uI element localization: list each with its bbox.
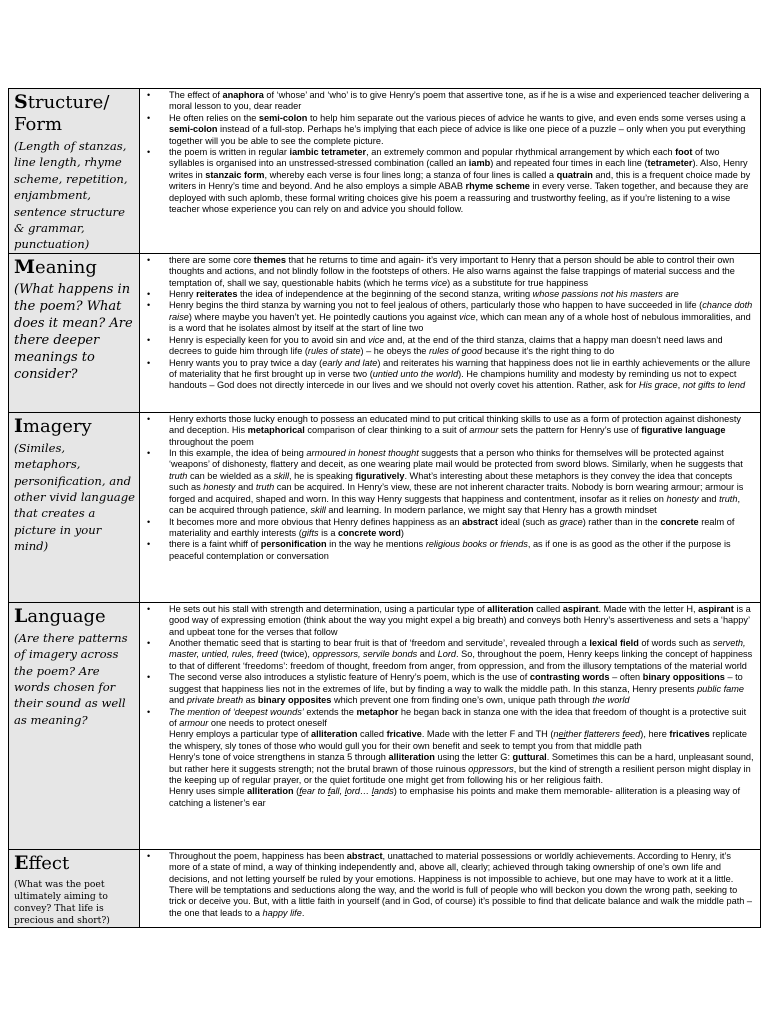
text-run: can be acquired. In Henry’s view, these are not inherent character traits. Nobody is born wearing armour; armour is forged and acquired, shaped and worn. In this way Henry suggests that happiness and contentment, insofar as it relies on: [169, 482, 744, 504]
text-run: ,: [677, 380, 683, 391]
text-run: using the letter G:: [434, 752, 513, 763]
quotation: early and late: [322, 357, 378, 368]
bullet-point: [142, 90, 754, 113]
text-run: comparison of clear thinking to a suit of: [304, 425, 470, 436]
bullet-point: [142, 539, 754, 562]
bullet-point: [142, 517, 754, 540]
quotation: Lord: [437, 649, 457, 660]
section-title-rest: eaning: [35, 256, 97, 278]
section-title-rest: tructure/ Form: [14, 92, 110, 135]
quotation: ands: [373, 786, 394, 797]
quotation: f: [327, 786, 331, 797]
text-run: Henry: [169, 289, 197, 300]
text-run: The effect of: [169, 90, 223, 100]
text-run: ) – he obeys the: [360, 346, 429, 357]
quotation: ear to: [301, 786, 328, 797]
text-run: Henry employs a particular type of: [169, 729, 311, 740]
section-prompt: (Length of stanzas, line length, rhyme scheme, repetition, enjambment, sentence structure & grammar, punctuation): [14, 139, 128, 252]
key-term: quatrain: [556, 169, 593, 180]
text-run: Henry begins the third stanza by warning you not to feel jealous of others, particularly those who happen to have succeeded in life (: [169, 300, 703, 311]
section-content-cell: [140, 89, 761, 254]
list-paragraph: [142, 752, 754, 786]
text-run: Throughout the poem, happiness has been: [169, 850, 347, 861]
text-run: , unattached to material possessions or worldly achievements. According to Henry, it’s more of a state of mind, a way of thinking independently and, above all, clearly; achieved through taking ownership of one’s own life and decisions, and not letting yourself be ruled by your emotions. Happiness is not impossible to achieve, but one may have to work at it a little. There will be temptations and seductions along the way, and the world is full of people who will beckon you down the wrong path, seeking to trick or deceive you. But, with a little faith in yourself (and in God, of course) it’s possible to find that delicate balance and walk the middle path – the one that leads to a: [169, 850, 753, 918]
section-title-initial: E: [14, 851, 29, 874]
text-run: Henry’s tone of voice strengthens in stanza 5 through: [169, 752, 389, 763]
key-term: semi-colon: [258, 112, 308, 123]
text-run: ) and reiterates his warning that happiness does not lie in earthly achievements or the allure of materiality that he first brought up in verse two (: [169, 357, 751, 379]
text-run: of words such as: [638, 638, 713, 649]
section-row-imagery: [9, 412, 761, 602]
text-run: Henry is especially keen for you to avoid sin and: [169, 334, 369, 345]
bullet-point: [142, 113, 754, 147]
text-run: , can be acquired through patience,: [169, 493, 741, 516]
section-content-cell: [140, 412, 761, 602]
text-run: . So, throughout the poem, Henry keeps linking the concept of happiness to that of different ‘freedoms’: freedom of thought, freedom from anger, from oppression, and from the illusory temptations of the material world: [169, 649, 753, 671]
section-prompt: (Are there patterns of imagery across the poem? Are words chosen for their sound as well as meaning?: [14, 630, 128, 727]
text-run: called: [533, 603, 563, 614]
key-term: concrete: [660, 516, 699, 527]
quotation: honesty: [666, 493, 699, 504]
key-term: rhyme scheme: [465, 181, 530, 192]
text-run: . Made with the letter H,: [598, 603, 699, 614]
text-run: because it’s the right thing to do: [482, 346, 615, 357]
quotation: gifts: [301, 527, 319, 538]
quotation: skill: [273, 470, 290, 481]
quotation: f: [584, 729, 587, 740]
quotation: n: [553, 729, 559, 740]
text-run: suggests that a person who thinks for themselves will be protected against ‘weapons’ of dishonesty, flattery and deceit, as one wearing plate mail would be protected from sword blows. Similarly, when he suggests that: [169, 448, 743, 470]
key-term: anaphora: [222, 90, 264, 100]
quotation: armour: [469, 425, 499, 436]
bullet-point: [142, 672, 754, 706]
bullet-point: [142, 255, 754, 289]
key-term: alliteration: [388, 752, 435, 763]
quotation: f: [622, 729, 625, 740]
quotation: honesty: [203, 482, 236, 493]
text-run: (twice),: [277, 649, 313, 660]
section-title-initial: S: [14, 91, 28, 113]
text-run: of ‘whose’ and ‘who’ is to give Henry’s poem that assertive tone, as if he is a wise and experienced teacher delivering a moral lesson to you, dear reader: [169, 90, 750, 112]
text-run: . Sometimes this can be a hard, unpleasant sound, but rather here it suggests strength; not the brutal brawn of those ruinous: [169, 752, 754, 774]
section-content-cell: [140, 602, 761, 849]
bullet-list: [142, 851, 754, 919]
bullet-point: [142, 300, 754, 334]
key-term: aspirant: [698, 603, 734, 614]
bullet-point: [142, 707, 754, 730]
section-title-rest: magery: [22, 415, 92, 437]
quotation: untied unto the world: [372, 368, 459, 379]
section-prompt: (What happens in the poem? What does it mean? Are there deeper meanings to consider?: [14, 281, 133, 382]
quotation: not gifts to lend: [682, 380, 746, 391]
section-title: [14, 91, 135, 136]
text-run: ) and repeated four times in each line (: [490, 158, 648, 169]
section-row-language: [9, 602, 761, 849]
text-run: .: [301, 907, 305, 918]
text-run: and learning. In modern parlance, we might say that Henry has a growth mindset: [325, 505, 657, 516]
section-heading-cell: [9, 412, 140, 602]
key-term: binary opposites: [257, 695, 332, 706]
bullet-list: [142, 255, 754, 392]
quotation: The mention of ‘deepest wounds’: [169, 706, 304, 717]
quotation: serveth, master, untied, rules, freed: [169, 638, 746, 660]
section-row-effect: [9, 849, 761, 927]
quotation: ei: [558, 729, 566, 740]
key-term: stanzaic form: [205, 169, 265, 180]
key-term: lexical field: [589, 638, 639, 649]
section-title-rest: ffect: [28, 852, 70, 874]
quotation: skill: [310, 505, 326, 516]
text-run: and: [417, 649, 438, 660]
key-term: fricative: [386, 729, 422, 740]
quotation: public fame: [697, 683, 745, 694]
key-term: tetrameter: [647, 158, 693, 169]
section-title-initial: I: [14, 414, 23, 437]
text-run: the idea of independence at the beginning of the second stanza, writing: [237, 289, 533, 300]
key-term: reiterates: [196, 289, 238, 300]
quotation: rules of state: [307, 346, 361, 357]
text-run: sets the pattern for Henry’s use of: [498, 425, 642, 436]
section-title: [14, 605, 135, 628]
section-title-rest: anguage: [27, 605, 106, 627]
key-term: concrete word: [338, 527, 401, 538]
text-run: ) where maybe you haven’t yet. He pointedly cautions you against: [188, 311, 460, 322]
key-term: aspirant: [562, 603, 599, 614]
text-run: Henry exhorts those lucky enough to possess an educated mind to put critical thinking skills to use as a form of protection against dishonesty and deception. His: [169, 413, 741, 436]
text-run: replicate the whispery, sly tones of those who would gull you for their own benefit and seek to tempt you from that middle path: [169, 729, 748, 751]
quotation: vice: [459, 311, 476, 322]
key-term: alliteration: [247, 786, 294, 797]
quotation: happy life: [262, 907, 302, 918]
bullet-point: [142, 335, 754, 358]
text-run: and, this is a frequent choice made by writers in Henry’s time and beyond. And he also employs a simple ABAB: [169, 169, 751, 192]
text-run: , he is speaking: [289, 470, 356, 481]
section-content-cell: [140, 253, 761, 412]
section-row-structure: [9, 89, 761, 254]
list-paragraph: [142, 729, 754, 752]
quotation: vice: [368, 334, 385, 345]
quotation: truth: [255, 482, 275, 493]
key-term: contrasting words: [529, 672, 610, 683]
text-run: , but the kind of strength a resilient person might display in the keeping up of regular prayer, or the quiet fortitude one might get from following his or her religious faith.: [169, 763, 751, 785]
key-term: alliteration: [487, 603, 534, 614]
text-run: is a: [318, 527, 339, 538]
text-run: Another thematic seed that is starting to bear fruit is that of ‘freedom and servitude’, revealed through a: [169, 638, 590, 649]
quotation: private breath: [186, 695, 244, 706]
text-run: to help him separate out the various pieces of advice he wants to give, and even ends some verses using a: [307, 112, 746, 123]
key-term: metaphorical: [247, 425, 305, 436]
key-term: foot: [675, 147, 693, 158]
bullet-point: [142, 604, 754, 638]
text-run: (: [293, 786, 300, 797]
analysis-table-body: [9, 89, 761, 928]
quotation: latterers: [586, 729, 623, 740]
text-run: called: [357, 729, 387, 740]
text-run: in every verse. Taken together, and because they are deployed with such aplomb, these formal writing choices give his poem a reassuring and trustworthy feeling, as if you’re listening to a wise teacher whose experience you can rely on and advice you should follow.: [169, 181, 749, 215]
text-run: , an extremely common and popular rhythmical arrangement by which each: [366, 147, 676, 158]
text-run: , which can mean any of a whole host of nebulous immoralities, and is a word that he isolates almost by itself at the start of line two: [169, 311, 751, 334]
quotation: l: [371, 786, 374, 797]
quotation: rules of good: [428, 346, 483, 357]
quotation: all,: [330, 786, 345, 797]
key-term: iambic tetrameter: [289, 147, 367, 158]
quotation: chance doth raise: [169, 300, 753, 322]
text-run: ) as a substitute for true happiness: [447, 277, 589, 288]
quotation: ord…: [346, 786, 372, 797]
text-run: throughout the poem: [169, 436, 254, 447]
key-term: personification: [260, 539, 327, 550]
bullet-point: [142, 448, 754, 516]
key-term: figurative language: [641, 425, 726, 436]
text-run: , as if one is as good as the other if the purpose is peaceful contemplation or conversation: [169, 539, 731, 561]
bullet-point: [142, 358, 754, 392]
bullet-point: [142, 851, 754, 919]
text-run: Henry wants you to pray twice a day (: [169, 357, 323, 368]
text-run: can be wielded as a: [187, 470, 274, 481]
section-row-meaning: [9, 253, 761, 412]
text-run: . Made with the letter F and TH (: [421, 729, 554, 740]
text-run: He often relies on the: [169, 112, 259, 123]
quotation: truth: [169, 470, 188, 481]
key-term: fricatives: [669, 729, 710, 740]
quotation: vice: [430, 277, 448, 288]
text-run: of two syllables is organised into an unstressed-stressed combination (called an: [169, 147, 720, 169]
text-run: ) to emphasise his points and make them memorable- alliteration is a pleasing way of catching a listener’s ear: [169, 786, 740, 808]
quotation: oppressors: [468, 763, 514, 774]
text-run: ) rather than in the: [582, 516, 661, 527]
quotation: armour: [179, 717, 209, 728]
section-heading-cell: [9, 253, 140, 412]
quotation: armoured in honest thought: [306, 448, 419, 459]
text-run: instead of a full-stop. Perhaps he’s implying that each piece of advice is like one piece of a puzzle – only when you put everything together will you be able to see the complete picture.: [169, 124, 746, 146]
text-run: ), here: [640, 729, 670, 740]
text-run: It becomes more and more obvious that Henry defines happiness as an: [169, 516, 463, 527]
text-run: extends the: [303, 706, 357, 717]
text-run: that he returns to time and again- it’s very important to Henry that a person should be able to control their own thoughts and actions, and not blindly follow in the footsteps of others. He also warns against the false trappings of material success and the temptation of, shall we say, questionable habits (which he terms: [169, 254, 735, 288]
text-run: and, at the end of the third stanza, claims that a happy man doesn’t need laws and decrees to guide him through life (: [169, 334, 723, 357]
quotation: whose passions not his masters are: [532, 289, 679, 300]
key-term: semi-colon: [169, 124, 218, 135]
text-run: ideal (such as: [497, 516, 560, 527]
text-run: In this example, the idea of being: [169, 448, 307, 459]
section-title-initial: L: [14, 604, 28, 627]
section-title: [14, 415, 135, 438]
key-term: abstract: [346, 850, 383, 861]
section-content-cell: [140, 849, 761, 927]
key-term: binary oppositions: [642, 672, 725, 683]
bullet-list: [142, 90, 754, 215]
text-run: – to suggest that happiness lies not in the extremes of life, but by finding a way to walk the middle path. In this stanza, Henry presents: [169, 672, 743, 694]
text-run: he began back in stanza one with the idea that freedom of thought is a protective suit of: [169, 706, 747, 728]
text-run: one needs to protect oneself: [208, 717, 327, 728]
bullet-point: [142, 414, 754, 448]
text-run: ). He champions humility and modesty by reminding us not to expect handouts – God does not directly intercede in our lives and we should not overly covet his attention. Rather, ask for: [169, 368, 737, 391]
section-title: [14, 852, 135, 875]
section-prompt: (What was the poet ultimately aiming to convey? That life is precious and short?): [14, 878, 110, 926]
quotation: eed: [624, 729, 641, 740]
text-run: ). Also, Henry writes in: [169, 158, 748, 180]
section-title-initial: M: [14, 255, 36, 278]
bullet-list: [142, 604, 754, 809]
section-prompt: (Similes, metaphors, personification, and other vivid language that creates a picture in your mind): [14, 440, 135, 554]
text-run: realm of materiality and earthly interests (: [169, 516, 735, 538]
text-run: there are some core: [169, 254, 254, 265]
text-run: – often: [609, 672, 643, 683]
key-term: figuratively: [355, 470, 405, 481]
quotation: truth: [719, 493, 738, 504]
quotation: oppressors, servile bonds: [312, 649, 418, 660]
text-run: the poem is written in regular: [169, 147, 290, 158]
key-term: metaphor: [356, 706, 399, 717]
bullet-point: [142, 147, 754, 215]
text-run: is a good way of expressing emotion (think about the way you might expel a big breath) and conveys both Henry’s assertiveness and sets a ‘happy’ and upbeat tone for the verses that follow: [169, 603, 751, 637]
bullet-list: [142, 414, 754, 562]
text-run: and: [169, 695, 187, 706]
key-term: abstract: [462, 516, 498, 527]
text-run: He sets out his stall with strength and determination, using a particular type of: [169, 603, 488, 614]
quotation: grace: [559, 516, 583, 527]
bullet-point: [142, 638, 754, 672]
section-heading-cell: [9, 849, 140, 927]
quotation: the world: [592, 695, 630, 706]
section-heading-cell: [9, 89, 140, 254]
text-run: The second verse also introduces a stylistic feature of Henry’s poem, which is the use of: [169, 672, 530, 683]
quotation: ther: [565, 729, 585, 740]
key-term: iamb: [468, 158, 491, 169]
key-term: guttural: [512, 752, 547, 763]
quotation: f: [299, 786, 302, 797]
key-term: themes: [253, 254, 286, 265]
text-run: , whereby each verse is four lines long; a stanza of four lines is called a: [264, 169, 557, 180]
text-run: as: [243, 695, 258, 706]
text-run: Henry uses simple: [169, 786, 248, 797]
text-run: which prevent one from finding one’s own, unique path through: [331, 695, 593, 706]
bullet-point: [142, 289, 754, 300]
list-paragraph: [142, 786, 754, 809]
section-heading-cell: [9, 602, 140, 849]
text-run: and: [698, 493, 720, 504]
text-run: and: [235, 482, 256, 493]
analysis-table: [8, 88, 761, 928]
quotation: l: [344, 786, 347, 797]
text-run: . What’s interesting about these metaphors is they convey the idea that concepts such as: [169, 470, 733, 493]
key-term: alliteration: [310, 729, 358, 740]
text-run: ): [400, 527, 404, 538]
quotation: religious books or friends: [425, 539, 528, 550]
text-run: in the way he mentions: [326, 539, 426, 550]
quotation: His grace: [638, 380, 678, 391]
text-run: there is a faint whiff of: [169, 539, 261, 550]
section-title: [14, 256, 135, 279]
